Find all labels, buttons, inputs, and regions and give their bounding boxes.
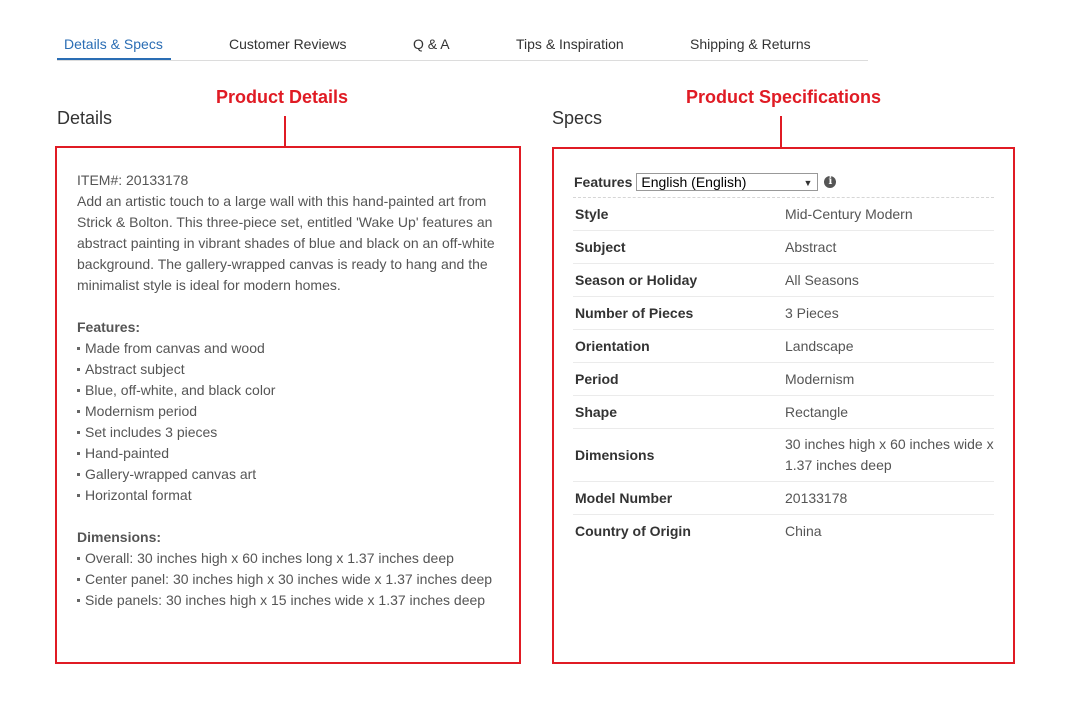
product-description: Add an artistic touch to a large wall with this hand-painted art from Strick & Bolton. This three-piece set, entitled 'Wake Up' features an abstract painting in vibrant shades of blue and black on an off-white background. The gallery-wrapped canvas is ready to hang and the minimalist style is ideal for modern homes. xyxy=(77,193,495,293)
spec-key: Country of Origin xyxy=(575,523,691,539)
list-item: Modernism period xyxy=(77,401,499,422)
spec-row xyxy=(573,482,994,515)
dimensions-list xyxy=(77,548,499,611)
spec-row xyxy=(573,264,994,297)
spec-key: Subject xyxy=(575,239,626,255)
product-specifications-callout: Product Specifications xyxy=(686,87,882,107)
product-details-callout-line xyxy=(284,116,286,147)
spec-row xyxy=(573,330,994,363)
spec-row xyxy=(573,396,994,429)
spec-key: Number of Pieces xyxy=(575,305,694,321)
tab-q-and-a[interactable]: Q & A xyxy=(413,36,450,52)
product-specifications-callout-line xyxy=(780,116,782,147)
language-select[interactable] xyxy=(636,173,818,191)
details-heading: Details xyxy=(57,108,113,128)
spec-key: Orientation xyxy=(575,338,650,354)
spec-value: All Seasons xyxy=(785,272,859,288)
list-item: Abstract subject xyxy=(77,359,499,380)
spec-value: Rectangle xyxy=(785,404,849,420)
tab-details-specs[interactable]: Details & Specs xyxy=(64,36,163,52)
list-item: Side panels: 30 inches high x 15 inches wide x 1.37 inches deep xyxy=(77,590,499,611)
spec-row xyxy=(573,515,994,547)
features-label: Features xyxy=(574,174,633,190)
list-item: Hand-painted xyxy=(77,443,499,464)
info-icon[interactable]: i xyxy=(824,176,836,188)
item-number: ITEM#: 20133178 xyxy=(77,172,189,188)
language-select-value: English (English) xyxy=(641,174,747,190)
features-heading: Features: xyxy=(77,319,141,335)
spec-value: Landscape xyxy=(785,338,854,354)
spec-row xyxy=(573,231,994,264)
active-tab-indicator xyxy=(57,58,171,60)
features-language-row xyxy=(573,171,994,198)
spec-key: Dimensions xyxy=(575,446,655,463)
spec-value: Mid-Century Modern xyxy=(785,206,913,222)
spec-value: 30 inches high x 60 inches wide x 1.37 inches deep xyxy=(785,436,994,473)
list-item: Set includes 3 pieces xyxy=(77,422,499,443)
spec-row xyxy=(573,198,994,231)
spec-row xyxy=(573,429,994,482)
dropdown-arrow-icon: ▼ xyxy=(803,178,813,188)
spec-row xyxy=(573,297,994,330)
tab-customer-reviews[interactable]: Customer Reviews xyxy=(229,36,347,52)
spec-value: China xyxy=(785,523,822,539)
spec-key: Style xyxy=(575,206,609,222)
spec-row xyxy=(573,363,994,396)
list-item: Made from canvas and wood xyxy=(77,338,499,359)
spec-value: Abstract xyxy=(785,239,837,255)
spec-key: Season or Holiday xyxy=(575,272,698,288)
product-details-panel xyxy=(55,146,521,664)
list-item: Center panel: 30 inches high x 30 inches wide x 1.37 inches deep xyxy=(77,569,499,590)
product-specs-panel xyxy=(552,147,1015,664)
features-list xyxy=(77,338,499,506)
spec-key: Shape xyxy=(575,404,618,420)
product-details-callout: Product Details xyxy=(216,87,349,107)
specs-heading: Specs xyxy=(552,108,603,128)
list-item: Overall: 30 inches high x 60 inches long x 1.37 inches deep xyxy=(77,548,499,569)
spec-value: Modernism xyxy=(785,371,855,387)
list-item: Blue, off-white, and black color xyxy=(77,380,499,401)
spec-value: 20133178 xyxy=(785,490,848,506)
list-item: Horizontal format xyxy=(77,485,499,506)
spec-key: Model Number xyxy=(575,490,673,506)
spec-value: 3 Pieces xyxy=(785,305,839,321)
dimensions-heading: Dimensions: xyxy=(77,529,162,545)
spec-key: Period xyxy=(575,371,619,387)
tab-shipping-returns[interactable]: Shipping & Returns xyxy=(690,36,811,52)
list-item: Gallery-wrapped canvas art xyxy=(77,464,499,485)
tab-tips-inspiration[interactable]: Tips & Inspiration xyxy=(516,36,624,52)
tab-bar xyxy=(57,28,868,61)
